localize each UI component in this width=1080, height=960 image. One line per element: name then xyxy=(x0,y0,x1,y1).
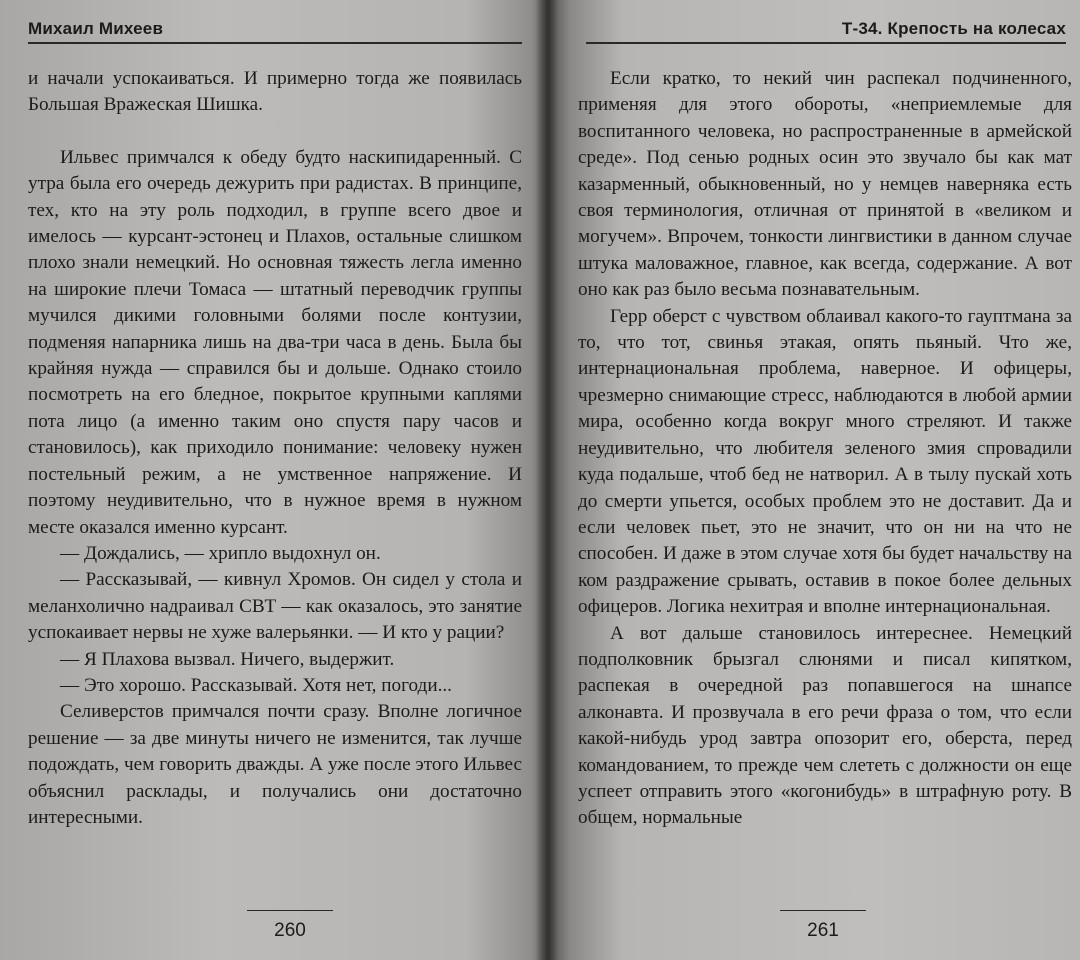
paragraph: Ильвес примчался к обеду будто наскипидаренный. С утра была его очередь дежурить при радистах. В принципе, тех, кто на эту роль подходил, в группе всего двое и имелось — курсант-эстонец и Плахов, остальные слишком плохо знали немецкий. Но основная тяжесть легла именно на широкие плечи Томаса — штатный переводчик группы мучился дикими головными болями после контузии, подменяя напарника лишь на два-три часа в день. Была бы крайняя нужда — справился бы и дольше. Однако стоило посмотреть на его бледное, покрытое крупными каплями пота лицо (а именно таким оно спустя пару часов и становилось), как приходило понимание: человеку нужен постельный режим, а не умственное напряжение. И поэтому неудивительно, что в нужное время в нужном месте оказался именно курсант. xyxy=(28,146,522,538)
left-page-footer xyxy=(0,910,548,960)
right-page-text xyxy=(578,66,1076,832)
page-number: 261 xyxy=(807,920,839,941)
paragraph: — Дождались, — хрипло выдохнул он. xyxy=(60,542,381,564)
right-page xyxy=(548,0,1080,960)
paragraph: А вот дальше становилось интереснее. Немецкий подполковник брызгал слюнями и писал кипятком, распекая в очередной раз попавшегося на шнапсе алконавта. И прозвучала в его речи фраза о том, что если какой-нибудь урод завтра опозорит его, оберста, перед командованием, то прежде чем слететь с должности он еще успеет отправить этого «когонибудь» в штрафную роту. В общем, нормальные xyxy=(578,622,1072,829)
header-rule xyxy=(28,42,522,44)
paragraph: — Это хорошо. Рассказывай. Хотя нет, погоди... xyxy=(60,674,452,696)
left-page-text xyxy=(28,66,522,831)
footer-rule xyxy=(247,910,333,911)
footer-rule xyxy=(780,910,866,911)
left-running-header xyxy=(28,0,522,44)
paragraph: Селиверстов примчался почти сразу. Вполне логичное решение — за две минуты ничего не изменится, так лучше подождать, чем говорить дважды. А уже после этого Ильвес объяснил расклады, и получались они достаточно интересными. xyxy=(28,701,522,828)
paragraph: — Я Плахова вызвал. Ничего, выдержит. xyxy=(60,648,395,670)
header-rule xyxy=(586,42,1066,44)
paragraph: и начали успокаиваться. И примерно тогда же появилась Большая Вражеская Шишка. xyxy=(28,68,522,116)
paragraph: Герр оберст с чувством облаивал какого-то гауптмана за то, что тот, свинья этакая, опять пьяный. Что же, интернациональная проблема, наверное. И офицеры, чрезмерно снимающие стресс, наблюдаются в любой армии мира, особенно когда вокруг много стреляют. И также неудивительно, что любителя зеленого змия спровадили куда подальше, чтоб бед не натворил. А в тылу пускай хоть до смерти упьется, особых проблем это не доставит. Да и если человек пьет, это не значит, что он ни на что не способен. И даже в этом случае хотя бы будет начальству на ком раздражение срывать, оставив в покое более дельных офицеров. Логика нехитрая и вполне интернациональная. xyxy=(578,305,1072,618)
book-title: Т-34. Крепость на колесах xyxy=(841,19,1066,38)
page-number: 260 xyxy=(274,920,306,941)
paragraph: Если кратко, то некий чин распекал подчиненного, применяя для этого обороты, «неприемлемые для воспитанного человека, но распространенные в армейской среде». Под сенью родных осин это звучало бы как мат казарменный, обыкновенный, но у немцев наверняка есть своя терминология, отличная от принятой в «великом и могучем». Впрочем, тонкости лингвистики в данном случае штука маловажное, главное, как всегда, содержание. А вот оно как раз было весьма познавательным. xyxy=(578,68,1072,301)
right-running-header xyxy=(578,0,1076,44)
paragraph: — Рассказывай, — кивнул Хромов. Он сидел у стола и меланхолично надраивал СВТ — как оказалось, это занятие успокаивает нервы не хуже валерьянки. — И кто у рации? xyxy=(28,569,522,644)
right-page-footer xyxy=(548,910,1080,960)
book-gutter xyxy=(536,0,558,960)
author-name: Михаил Михеев xyxy=(28,19,164,38)
